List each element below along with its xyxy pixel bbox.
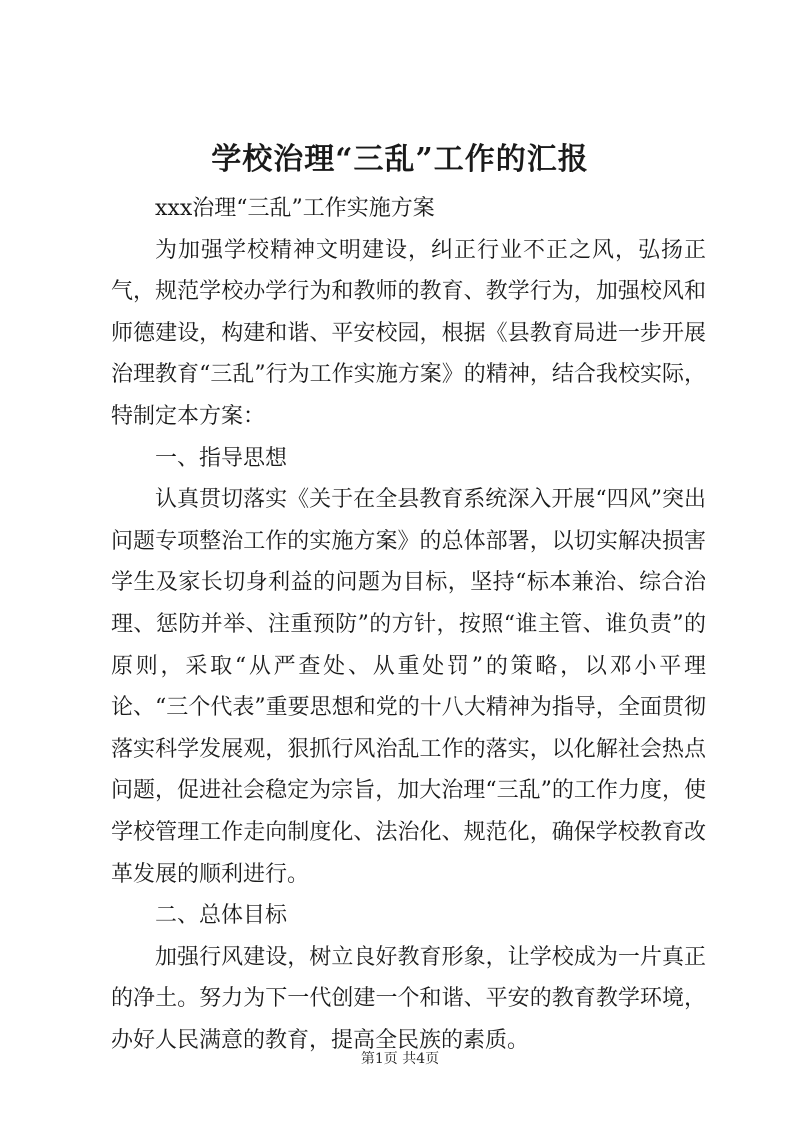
heading-overall-goal: 二、总体目标 — [155, 903, 288, 929]
paragraph-intro: 为加强学校精神文明建设，纠正行业不正之风，弘扬正气，规范学校办学行为和教师的教育、教学行为，加强校风和师德建设，构建和谐、平安校园，根据《县教育局进一步开展治理教育“三乱”行为工作实施方案》的精神，结合我校实际，特制定本方案： — [111, 237, 706, 429]
paragraph-plan-title: xxx治理“三乱”工作实施方案 — [155, 196, 435, 221]
document-body — [111, 188, 706, 1061]
page-number-footer: 第1页 共4页 — [360, 1051, 440, 1067]
heading-guiding-thought: 一、指导思想 — [155, 445, 288, 471]
document-title: 学校治理“三乱”工作的汇报 — [211, 142, 589, 177]
paragraph-guiding-thought: 认真贯切落实《关于在全县教育系统深入开展“四风”突出问题专项整治工作的实施方案》的总体部署，以切实解决损害学生及家长切身利益的问题为目标，坚持“标本兼治、综合治理、惩防并举、注重预防”的方针，按照“谁主管、谁负责”的原则，采取“从严查处、从重处罚”的策略，以邓小平理论、“三个代表”重要思想和党的十八大精神为指导，全面贯彻落实科学发展观，狠抓行风治乱工作的落实，以化解社会热点问题，促进社会稳定为宗旨，加大治理“三乱”的工作力度，使学校管理工作走向制度化、法治化、规范化，确保学校教育改革发展的顺利进行。 — [111, 487, 706, 887]
paragraph-overall-goal: 加强行风建设，树立良好教育形象，让学校成为一片真正的净土。努力为下一代创建一个和谐、平安的教育教学环境，办好人民满意的教育，提高全民族的素质。 — [111, 944, 706, 1053]
